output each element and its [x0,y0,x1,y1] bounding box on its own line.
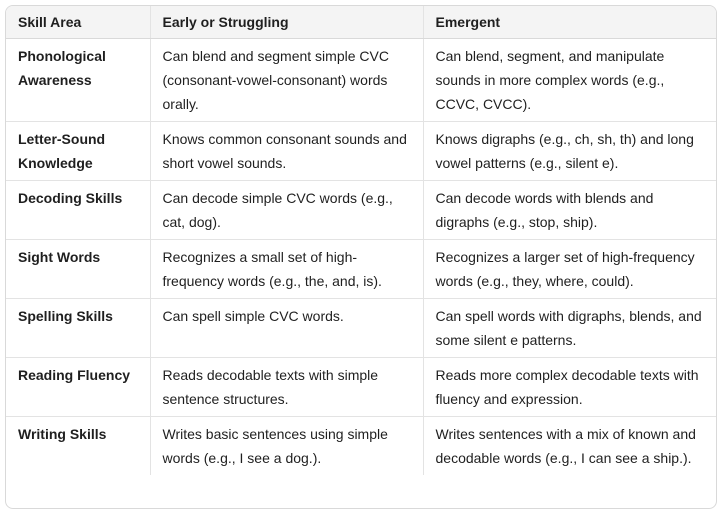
cell-emergent: Writes sentences with a mix of known and decodable words (e.g., I can see a ship.). [423,417,717,476]
cell-skill-area: Decoding Skills [6,181,150,240]
table-row [6,299,717,358]
header-early-or-struggling: Early or Struggling [150,6,423,39]
header-emergent: Emergent [423,6,717,39]
cell-early: Reads decodable texts with simple sentence structures. [150,358,423,417]
cell-emergent: Knows digraphs (e.g., ch, sh, th) and long vowel patterns (e.g., silent e). [423,122,717,181]
table-row [6,181,717,240]
table-row [6,417,717,476]
table-row [6,240,717,299]
skills-table-container [5,5,717,509]
table-row [6,39,717,122]
cell-emergent: Recognizes a larger set of high-frequency words (e.g., they, where, could). [423,240,717,299]
cell-early: Recognizes a small set of high-frequency words (e.g., the, and, is). [150,240,423,299]
cell-early: Can spell simple CVC words. [150,299,423,358]
table-row [6,122,717,181]
header-skill-area: Skill Area [6,6,150,39]
cell-early: Can blend and segment simple CVC (consonant-vowel-consonant) words orally. [150,39,423,122]
cell-skill-area: Spelling Skills [6,299,150,358]
table-row [6,358,717,417]
table-header-row [6,6,717,39]
skills-table [6,6,717,475]
cell-emergent: Reads more complex decodable texts with fluency and expression. [423,358,717,417]
cell-emergent: Can decode words with blends and digraphs (e.g., stop, ship). [423,181,717,240]
cell-emergent: Can blend, segment, and manipulate sounds in more complex words (e.g., CCVC, CVCC). [423,39,717,122]
cell-early: Can decode simple CVC words (e.g., cat, dog). [150,181,423,240]
cell-skill-area: Letter-Sound Knowledge [6,122,150,181]
cell-skill-area: Phonological Awareness [18,48,106,88]
cell-skill-area: Writing Skills [6,417,150,476]
cell-early: Knows common consonant sounds and short vowel sounds. [150,122,423,181]
cell-skill-area: Sight Words [6,240,150,299]
cell-emergent: Can spell words with digraphs, blends, and some silent e patterns. [423,299,717,358]
cell-early: Writes basic sentences using simple words (e.g., I see a dog.). [150,417,423,476]
cell-skill-area: Reading Fluency [6,358,150,417]
